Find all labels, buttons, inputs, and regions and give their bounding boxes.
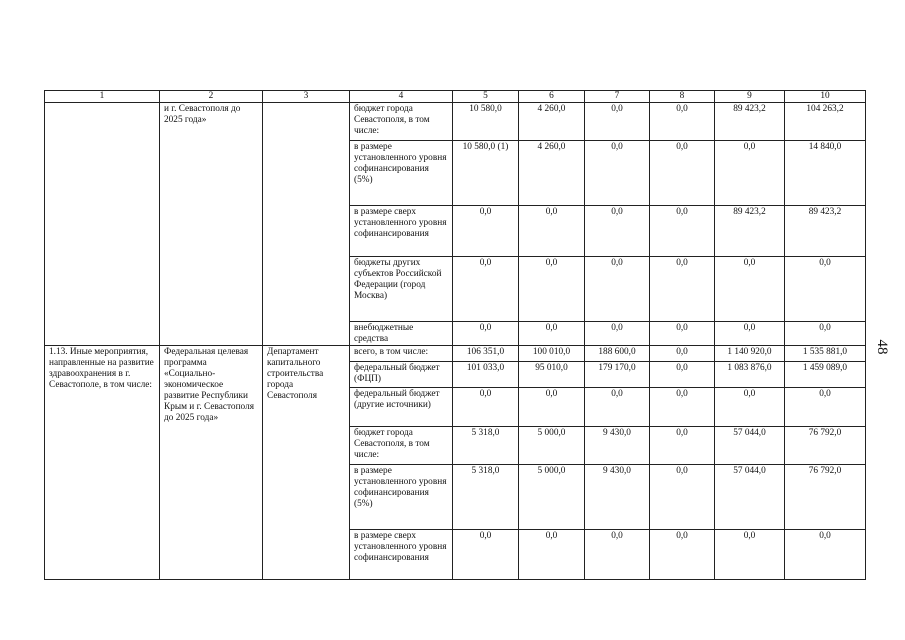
row-label: в размере установленного уровня софинансирования (5%) <box>350 465 453 530</box>
program-name-cell: Федеральная целевая программа «Социально-экономическое развитие Республики Крым и г. Севастополя до 2025 года» <box>160 346 263 580</box>
header-row <box>45 91 866 103</box>
section-a-col1-cell <box>45 103 160 346</box>
value-cell: 0,0 <box>585 206 650 257</box>
header-col-2: 2 <box>160 91 263 103</box>
value-cell: 4 260,0 <box>519 103 585 141</box>
value-cell: 0,0 <box>519 257 585 322</box>
value-cell: 14 840,0 <box>785 141 866 206</box>
row-label: федеральный бюджет (ФЦП) <box>350 362 453 388</box>
value-cell: 57 044,0 <box>715 427 785 465</box>
value-cell: 0,0 <box>650 362 715 388</box>
value-cell: 89 423,2 <box>715 206 785 257</box>
header-col-5: 5 <box>453 91 519 103</box>
value-cell: 0,0 <box>650 530 715 580</box>
value-cell: 179 170,0 <box>585 362 650 388</box>
value-cell: 89 423,2 <box>785 206 866 257</box>
value-cell: 10 580,0 (1) <box>453 141 519 206</box>
value-cell: 0,0 <box>785 322 866 346</box>
value-cell: 0,0 <box>650 206 715 257</box>
row-label: бюджет города Севастополя, в том числе: <box>350 103 453 141</box>
value-cell: 0,0 <box>453 257 519 322</box>
value-cell: 0,0 <box>519 322 585 346</box>
value-cell: 106 351,0 <box>453 346 519 362</box>
value-cell: 0,0 <box>585 530 650 580</box>
value-cell: 0,0 <box>715 322 785 346</box>
value-cell: 0,0 <box>715 530 785 580</box>
value-cell: 1 535 881,0 <box>785 346 866 362</box>
row-label: бюджеты других субъектов Российской Федерации (город Москва) <box>350 257 453 322</box>
value-cell: 0,0 <box>650 346 715 362</box>
value-cell: 0,0 <box>785 530 866 580</box>
value-cell: 0,0 <box>785 257 866 322</box>
value-cell: 76 792,0 <box>785 427 866 465</box>
value-cell: 0,0 <box>785 388 866 427</box>
value-cell: 0,0 <box>650 103 715 141</box>
value-cell: 0,0 <box>453 322 519 346</box>
value-cell: 5 000,0 <box>519 465 585 530</box>
row-label: в размере установленного уровня софинансирования (5%) <box>350 141 453 206</box>
row-label: в размере сверх установленного уровня софинансирования <box>350 206 453 257</box>
row-label: внебюджетные средства <box>350 322 453 346</box>
value-cell: 0,0 <box>650 427 715 465</box>
value-cell: 0,0 <box>650 257 715 322</box>
value-cell: 0,0 <box>585 141 650 206</box>
value-cell: 0,0 <box>585 257 650 322</box>
header-col-3: 3 <box>263 91 350 103</box>
value-cell: 89 423,2 <box>715 103 785 141</box>
value-cell: 0,0 <box>453 530 519 580</box>
value-cell: 0,0 <box>519 206 585 257</box>
header-col-1: 1 <box>45 91 160 103</box>
header-col-9: 9 <box>715 91 785 103</box>
value-cell: 0,0 <box>585 388 650 427</box>
header-col-4: 4 <box>350 91 453 103</box>
value-cell: 0,0 <box>519 388 585 427</box>
value-cell: 0,0 <box>519 530 585 580</box>
row-label: бюджет города Севастополя, в том числе: <box>350 427 453 465</box>
value-cell: 0,0 <box>715 388 785 427</box>
value-cell: 0,0 <box>650 465 715 530</box>
value-cell: 9 430,0 <box>585 427 650 465</box>
value-cell: 57 044,0 <box>715 465 785 530</box>
section-a-executor-cell <box>263 103 350 346</box>
row-label: федеральный бюджет (другие источники) <box>350 388 453 427</box>
header-col-8: 8 <box>650 91 715 103</box>
value-cell: 76 792,0 <box>785 465 866 530</box>
page-number: 48 <box>874 339 890 355</box>
value-cell: 0,0 <box>650 141 715 206</box>
value-cell: 4 260,0 <box>519 141 585 206</box>
value-cell: 5 318,0 <box>453 465 519 530</box>
row-label: в размере сверх установленного уровня софинансирования <box>350 530 453 580</box>
header-col-10: 10 <box>785 91 866 103</box>
activity-name-cell: 1.13. Иные мероприятия, направленные на развитие здравоохранения в г. Севастополе, в том числе: <box>45 346 160 580</box>
value-cell: 5 000,0 <box>519 427 585 465</box>
value-cell: 0,0 <box>715 141 785 206</box>
value-cell: 1 459 089,0 <box>785 362 866 388</box>
value-cell: 5 318,0 <box>453 427 519 465</box>
value-cell: 188 600,0 <box>585 346 650 362</box>
value-cell: 0,0 <box>453 206 519 257</box>
budget-table <box>44 90 866 580</box>
row-label: всего, в том числе: <box>350 346 453 362</box>
header-col-6: 6 <box>519 91 585 103</box>
value-cell: 1 140 920,0 <box>715 346 785 362</box>
value-cell: 0,0 <box>585 103 650 141</box>
value-cell: 9 430,0 <box>585 465 650 530</box>
header-col-7: 7 <box>585 91 650 103</box>
table-row <box>45 346 866 362</box>
value-cell: 10 580,0 <box>453 103 519 141</box>
section-a-program-cell: и г. Севастополя до 2025 года» <box>160 103 263 346</box>
value-cell: 0,0 <box>453 388 519 427</box>
value-cell: 101 033,0 <box>453 362 519 388</box>
value-cell: 0,0 <box>585 322 650 346</box>
value-cell: 0,0 <box>650 388 715 427</box>
value-cell: 1 083 876,0 <box>715 362 785 388</box>
executor-cell: Департамент капитального строительства города Севастополя <box>263 346 350 580</box>
value-cell: 104 263,2 <box>785 103 866 141</box>
value-cell: 95 010,0 <box>519 362 585 388</box>
table-row <box>45 103 866 141</box>
value-cell: 100 010,0 <box>519 346 585 362</box>
value-cell: 0,0 <box>715 257 785 322</box>
value-cell: 0,0 <box>650 322 715 346</box>
